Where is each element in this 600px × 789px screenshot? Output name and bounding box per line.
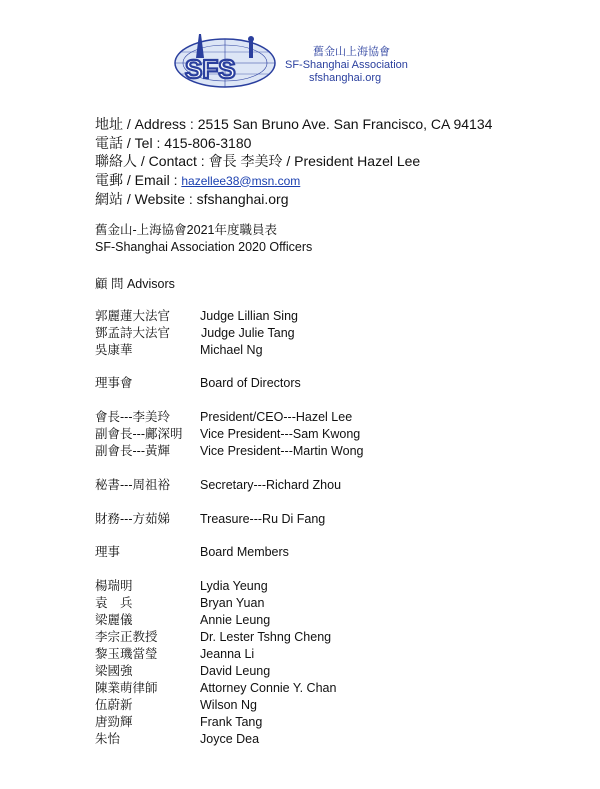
list-item: 梁麗儀 Annie Leung — [95, 613, 271, 627]
logo-english-name: SF-Shanghai Association — [285, 59, 408, 71]
list-item: 楊瑞明 Lydia Yeung — [95, 579, 268, 593]
officers-title — [95, 222, 312, 256]
email-link[interactable]: hazellee38@msn.com — [181, 173, 301, 188]
list-item: 梁國強 David Leung — [95, 664, 271, 678]
logo-mark — [173, 30, 283, 92]
logo-chinese-name: 舊金山上海協會 — [313, 46, 390, 58]
advisors-heading: 顧 問 Advisors — [95, 277, 175, 291]
contact-person: 聯絡人 / Contact : 會長 李美玲 / President Hazel Lee — [95, 153, 421, 169]
list-item: 唐勁輝 Frank Tang — [95, 715, 263, 729]
logo-url: sfshanghai.org — [309, 72, 382, 84]
website: 網站 / Website : sfshanghai.org — [95, 191, 289, 207]
list-item: 黎玉璣當瑩 Jeanna Li — [95, 647, 255, 661]
list-item: 吳康華 Michael Ng — [95, 343, 263, 357]
list-item: 鄧孟詩大法官 Judge Julie Tang — [95, 326, 295, 340]
email-row — [95, 171, 492, 191]
list-item: 副會長---鄺深明 Vice President---Sam Kwong — [95, 427, 361, 441]
contact-info — [95, 115, 492, 209]
officers-title-zh: 舊金山-上海協會2021年度職員表 — [95, 223, 277, 237]
members-heading — [95, 544, 289, 561]
list-item: 郭麗蓮大法官 Judge Lillian Sing — [95, 309, 298, 323]
list-item: 伍蔚新 Wilson Ng — [95, 698, 257, 712]
advisors-list — [95, 308, 298, 359]
secretary-row: 秘書---周祖裕 Secretary---Richard Zhou — [95, 478, 342, 492]
treasurer-row: 財務---方茹娣 Treasure---Ru Di Fang — [95, 512, 326, 526]
members-heading-zh: 理事 — [95, 545, 121, 559]
address: 地址 / Address : 2515 San Bruno Ave. San Francisco, CA 94134 — [95, 116, 493, 132]
email-label: 電郵 / Email : — [95, 171, 182, 188]
executives-list — [95, 409, 364, 460]
board-heading-en: Board of Directors — [200, 376, 301, 390]
officers-title-en: SF-Shanghai Association 2020 Officers — [95, 240, 313, 254]
list-item: 陳業萌律師 Attorney Connie Y. Chan — [95, 681, 337, 695]
logo-mark-text: SFS — [185, 54, 236, 84]
list-item: 李宗正教授 Dr. Lester Tshng Cheng — [95, 630, 332, 644]
list-item: 朱怡 Joyce Dea — [95, 732, 260, 746]
association-logo — [173, 30, 433, 92]
list-item: 會長---李美玲 President/CEO---Hazel Lee — [95, 410, 353, 424]
board-members-list — [95, 578, 336, 748]
board-heading — [95, 375, 301, 392]
board-heading-zh: 理事會 — [95, 376, 133, 390]
members-heading-en: Board Members — [200, 545, 289, 559]
list-item: 袁 兵 Bryan Yuan — [95, 596, 265, 610]
telephone: 電話 / Tel : 415-806-3180 — [95, 134, 252, 151]
list-item: 副會長---黃輝 Vice President---Martin Wong — [95, 444, 364, 458]
